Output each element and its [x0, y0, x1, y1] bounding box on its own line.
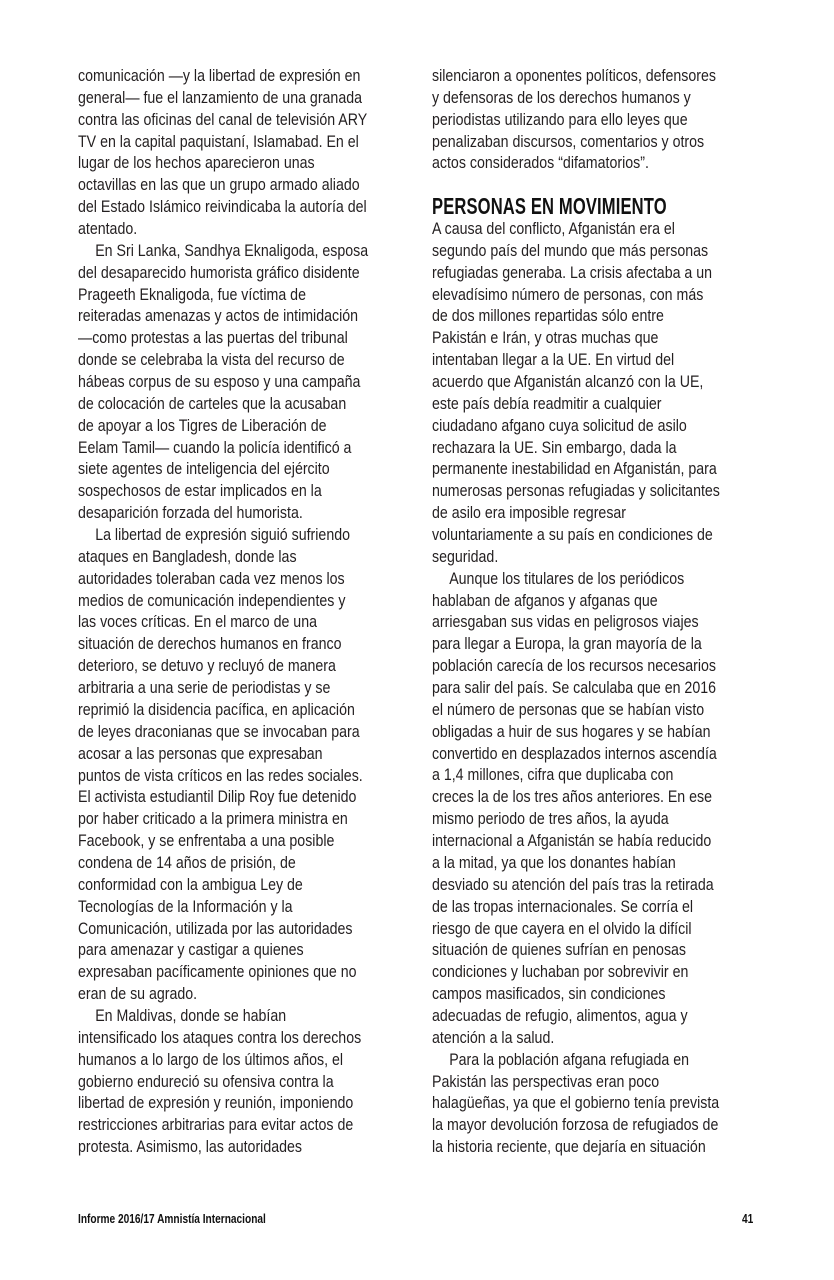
text-line: penalizaban discursos, comentarios y otros	[432, 132, 705, 151]
text-line: la mayor devolución forzosa de refugiados de	[432, 1116, 719, 1135]
text-line: situación de derechos humanos en franco	[78, 635, 342, 654]
paragraph	[432, 219, 762, 569]
text-line: siete agentes de inteligencia del ejército	[78, 460, 330, 479]
text-line: lugar de los hechos aparecieron unas	[78, 154, 315, 173]
text-line: TV en la capital paquistaní, Islamabad. En el	[78, 132, 359, 151]
text-line: refugiadas generaba. La crisis afectaba a un	[432, 263, 713, 282]
right-column-top	[432, 66, 762, 175]
text-line: acosar a las personas que expresaban	[78, 744, 323, 763]
paragraph	[432, 1050, 762, 1159]
text-line: condiciones y luchaban por sobrevivir en	[432, 963, 689, 982]
text-line: autoridades toleraban cada vez menos los	[78, 569, 345, 588]
section-heading: PERSONAS EN MOVIMIENTO	[432, 193, 667, 219]
text-line: En Maldivas, donde se habían	[95, 1006, 287, 1025]
text-line: comunicación —y la libertad de expresión en	[78, 67, 361, 85]
text-line: octavillas en las que un grupo armado aliado	[78, 176, 360, 195]
text-line: Pakistán e Irán, y otras muchas que	[432, 329, 659, 348]
text-line: humanos a lo largo de los últimos años, el	[78, 1050, 344, 1069]
text-line: para llegar a Europa, la gran mayoría de la	[432, 635, 702, 654]
text-line: Comunicación, utilizada por las autoridades	[78, 919, 353, 938]
text-line: la historia reciente, que dejaría en situación	[432, 1138, 706, 1157]
text-line: A causa del conflicto, Afganistán era el	[432, 220, 675, 238]
text-line: arbitraria a una serie de periodistas y se	[78, 679, 331, 698]
text-line: ataques en Bangladesh, donde las	[78, 547, 297, 566]
text-line: a la mitad, ya que los donantes habían	[432, 853, 676, 872]
text-line: a 1,4 millones, cifra que duplicaba con	[432, 766, 674, 785]
text-line: Prageeth Eknaligoda, fue víctima de	[78, 285, 306, 304]
text-line: de dos millones repartidas sólo entre	[432, 307, 664, 326]
text-line: de apoyar a los Tigres de Liberación de	[78, 416, 327, 435]
text-line: protesta. Asimismo, las autoridades	[78, 1138, 303, 1157]
text-line: eran de su agrado.	[78, 985, 198, 1004]
text-line: acuerdo que Afganistán alcanzó con la UE,	[432, 373, 704, 392]
text-line: el número de personas que se habían visto	[432, 700, 705, 719]
text-line: condena de 14 años de prisión, de	[78, 853, 296, 872]
text-line: Tecnologías de la Información y la	[78, 897, 293, 916]
text-line: creces la de los tres años anteriores. En ese	[432, 788, 713, 807]
text-line: libertad de expresión y reunión, imponiendo	[78, 1094, 354, 1113]
text-line: deterioro, se detuvo y recluyó de manera	[78, 657, 336, 676]
text-line: conformidad con la ambigua Ley de	[78, 875, 303, 894]
text-line: de asilo era imposible regresar	[432, 504, 627, 523]
text-line: reprimió la disidencia pacífica, en aplicación	[78, 700, 355, 719]
text-line: este país debía readmitir a cualquier	[432, 394, 662, 413]
text-line: riesgo de que cayera en el olvido la difícil	[432, 919, 692, 938]
text-line: convertido en desplazados internos ascendía	[432, 744, 717, 763]
text-line: expresaban pacíficamente opiniones que no	[78, 963, 357, 982]
text-line: seguridad.	[432, 547, 499, 566]
text-line: Aunque los titulares de los periódicos	[449, 569, 685, 588]
text-line: del desaparecido humorista gráfico disidente	[78, 263, 360, 282]
paragraph	[78, 66, 408, 241]
text-line: desaparición forzada del humorista.	[78, 504, 303, 523]
text-line: del Estado Islámico reivindicaba la autoría del	[78, 198, 367, 217]
text-line: de colocación de carteles que la acusaban	[78, 394, 347, 413]
left-column	[78, 66, 408, 1159]
text-line: Pakistán las perspectivas eran poco	[432, 1072, 660, 1091]
text-line: de leyes draconianas que se invocaban para	[78, 722, 360, 741]
text-line: En Sri Lanka, Sandhya Eknaligoda, esposa	[95, 241, 369, 260]
text-line: adecuadas de refugio, alimentos, agua y	[432, 1006, 688, 1025]
text-line: atentado.	[78, 220, 138, 239]
paragraph	[78, 241, 408, 525]
text-line: ciudadano afgano cuya solicitud de asilo	[432, 416, 687, 435]
text-line: restricciones arbitrarias para evitar actos de	[78, 1116, 354, 1135]
text-line: internacional a Afganistán se había reducido	[432, 832, 712, 851]
text-line: —como protestas a las puertas del tribunal	[78, 329, 348, 348]
text-line: rechazara la UE. Sin embargo, dada la	[432, 438, 677, 457]
text-line: silenciaron a oponentes políticos, defensores	[432, 67, 716, 85]
text-line: para salir del país. Se calculaba que en 2016	[432, 679, 717, 698]
text-line: halagüeñas, ya que el gobierno tenía prevista	[432, 1094, 720, 1113]
text-line: permanente inestabilidad en Afganistán, para	[432, 460, 717, 479]
text-line: población carecía de los recursos necesarios	[432, 657, 716, 676]
text-line: atención a la salud.	[432, 1028, 555, 1047]
footer-publication: Informe 2016/17 Amnistía Internacional	[78, 1211, 266, 1226]
text-line: Eelam Tamil— cuando la policía identificó a	[78, 438, 352, 457]
paragraph	[78, 1006, 408, 1159]
text-line: hábeas corpus de su esposo y una campaña	[78, 373, 361, 392]
text-line: intentaban llegar a la UE. En virtud del	[432, 351, 675, 370]
paragraph	[432, 569, 762, 1050]
paragraph	[78, 525, 408, 1006]
text-line: hablaban de afganos y afganas que	[432, 591, 658, 610]
right-column-bottom	[432, 219, 762, 1159]
text-line: La libertad de expresión siguió sufriendo	[95, 526, 351, 545]
text-line: desviado su atención del país tras la retirada	[432, 875, 714, 894]
text-line: elevadísimo número de personas, con más	[432, 285, 704, 304]
text-line: voluntariamente a su país en condiciones de	[432, 526, 713, 545]
text-line: por haber criticado a la primera ministra en	[78, 810, 348, 829]
text-line: reiteradas amenazas y actos de intimidación	[78, 307, 359, 326]
text-line: medios de comunicación independientes y	[78, 591, 346, 610]
text-line: obligadas a huir de sus hogares y se habían	[432, 722, 711, 741]
text-line: Para la población afgana refugiada en	[449, 1050, 690, 1069]
text-line: contra las oficinas del canal de televisión ARY	[78, 110, 368, 129]
text-line: para amenazar y castigar a quienes	[78, 941, 304, 960]
text-line: segundo país del mundo que más personas	[432, 241, 709, 260]
text-line: general— fue el lanzamiento de una granada	[78, 88, 363, 107]
page-number: 41	[742, 1211, 754, 1226]
text-line: campos masificados, sin condiciones	[432, 985, 666, 1004]
text-line: Facebook, y se enfrentaba a una posible	[78, 832, 335, 851]
text-line: intensificado los ataques contra los derechos	[78, 1028, 362, 1047]
text-line: gobierno endureció su ofensiva contra la	[78, 1072, 334, 1091]
text-line: mismo periodo de tres años, la ayuda	[432, 810, 669, 829]
text-line: arriesgaban sus vidas en peligrosos viajes	[432, 613, 699, 632]
text-line: puntos de vista críticos en las redes sociales.	[78, 766, 363, 785]
text-line: numerosas personas refugiadas y solicitantes	[432, 482, 720, 501]
text-line: de las tropas internacionales. Se corría el	[432, 897, 694, 916]
text-line: las voces críticas. En el marco de una	[78, 613, 317, 632]
text-line: situación de quienes sufrían en penosas	[432, 941, 687, 960]
text-line: periodistas utilizando para ello leyes que	[432, 110, 688, 129]
text-line: El activista estudiantil Dilip Roy fue detenido	[78, 788, 357, 807]
text-line: actos considerados “difamatorios”.	[432, 154, 649, 173]
text-line: donde se celebraba la vista del recurso de	[78, 351, 345, 370]
paragraph	[432, 66, 762, 175]
text-line: sospechosos de estar implicados en la	[78, 482, 322, 501]
text-line: y defensoras de los derechos humanos y	[432, 88, 691, 107]
